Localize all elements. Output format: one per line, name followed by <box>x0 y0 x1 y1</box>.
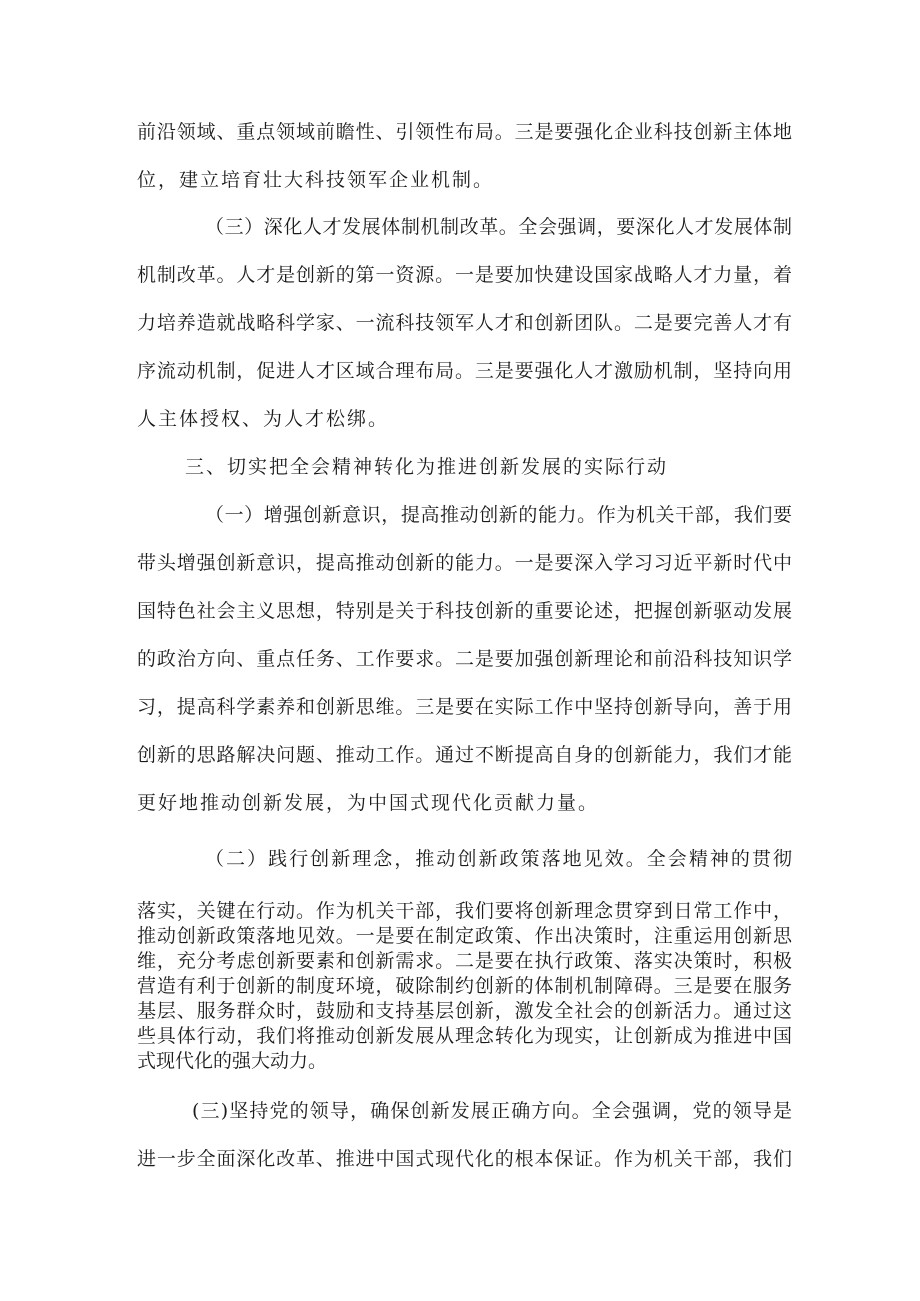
paragraph-line: 式现代化的强大动力。 <box>137 1050 328 1072</box>
paragraph-line: 更好地推动创新发展，为中国式现代化贡献力量。 <box>137 792 600 814</box>
paragraph-line: 营造有利于创新的制度环境，破除制约创新的体制机制障碍。三是要在服务 <box>137 975 792 997</box>
paragraph-line: 机制改革。人才是创新的第一资源。一是要加快建设国家战略人才力量，着 <box>137 264 792 286</box>
paragraph-line: 前沿领域、重点领域前瞻性、引领性布局。三是要强化企业科技创新主体地 <box>137 121 792 143</box>
paragraph-line: 位，建立培育壮大科技领军企业机制。 <box>137 169 495 191</box>
paragraph-line: 维，充分考虑创新要素和创新需求。二是要在执行政策、落实决策时，积极 <box>137 950 792 972</box>
paragraph-line: 序流动机制，促进人才区域合理布局。三是要强化人才激励机制，坚持向用 <box>137 360 792 382</box>
paragraph-line: 落实，关键在行动。作为机关干部，我们要将创新理念贯穿到日常工作中， <box>137 900 792 922</box>
paragraph-line: 人主体授权、为人才松绑。 <box>137 408 390 430</box>
paragraph-line: 推动创新政策落地见效。一是要在制定政策、作出决策时，注重运用创新思 <box>137 925 792 947</box>
section-heading-line: （三）深化人才发展体制机制改革。全会强调，要深化人才发展体制 <box>205 216 792 238</box>
section-heading-line: （二）践行创新理念，推动创新政策落地见效。全会精神的贯彻 <box>205 848 792 870</box>
section-heading-line: （一）增强创新意识，提高推动创新的能力。作为机关干部，我们要 <box>205 504 792 526</box>
paragraph-line: 进一步全面深化改革、推进中国式现代化的根本保证。作为机关干部，我们 <box>137 1148 792 1170</box>
paragraph-line: 国特色社会主义思想，特别是关于科技创新的重要论述，把握创新驱动发展 <box>137 600 792 622</box>
section-heading-line: (三)坚持党的领导，确保创新发展正确方向。全会强调，党的领导是 <box>192 1100 792 1122</box>
paragraph-line: 些具体行动，我们将推动创新发展从理念转化为现实，让创新成为推进中国 <box>137 1025 792 1047</box>
paragraph-line: 基层、服务群众时，鼓励和支持基层创新，激发全社会的创新活力。通过这 <box>137 1000 792 1022</box>
paragraph-line: 带头增强创新意识，提高推动创新的能力。一是要深入学习习近平新时代中 <box>137 552 792 574</box>
paragraph-line: 力培养造就战略科学家、一流科技领军人才和创新团队。二是要完善人才有 <box>137 312 792 334</box>
paragraph-line: 的政治方向、重点任务、工作要求。二是要加强创新理论和前沿科技知识学 <box>137 648 792 670</box>
paragraph-line: 习，提高科学素养和创新思维。三是要在实际工作中坚持创新导向，善于用 <box>137 696 792 718</box>
paragraph-line: 创新的思路解决问题、推动工作。通过不断提高自身的创新能力，我们才能 <box>137 744 792 766</box>
chapter-heading: 三、切实把全会精神转化为推进创新发展的实际行动 <box>185 456 669 478</box>
